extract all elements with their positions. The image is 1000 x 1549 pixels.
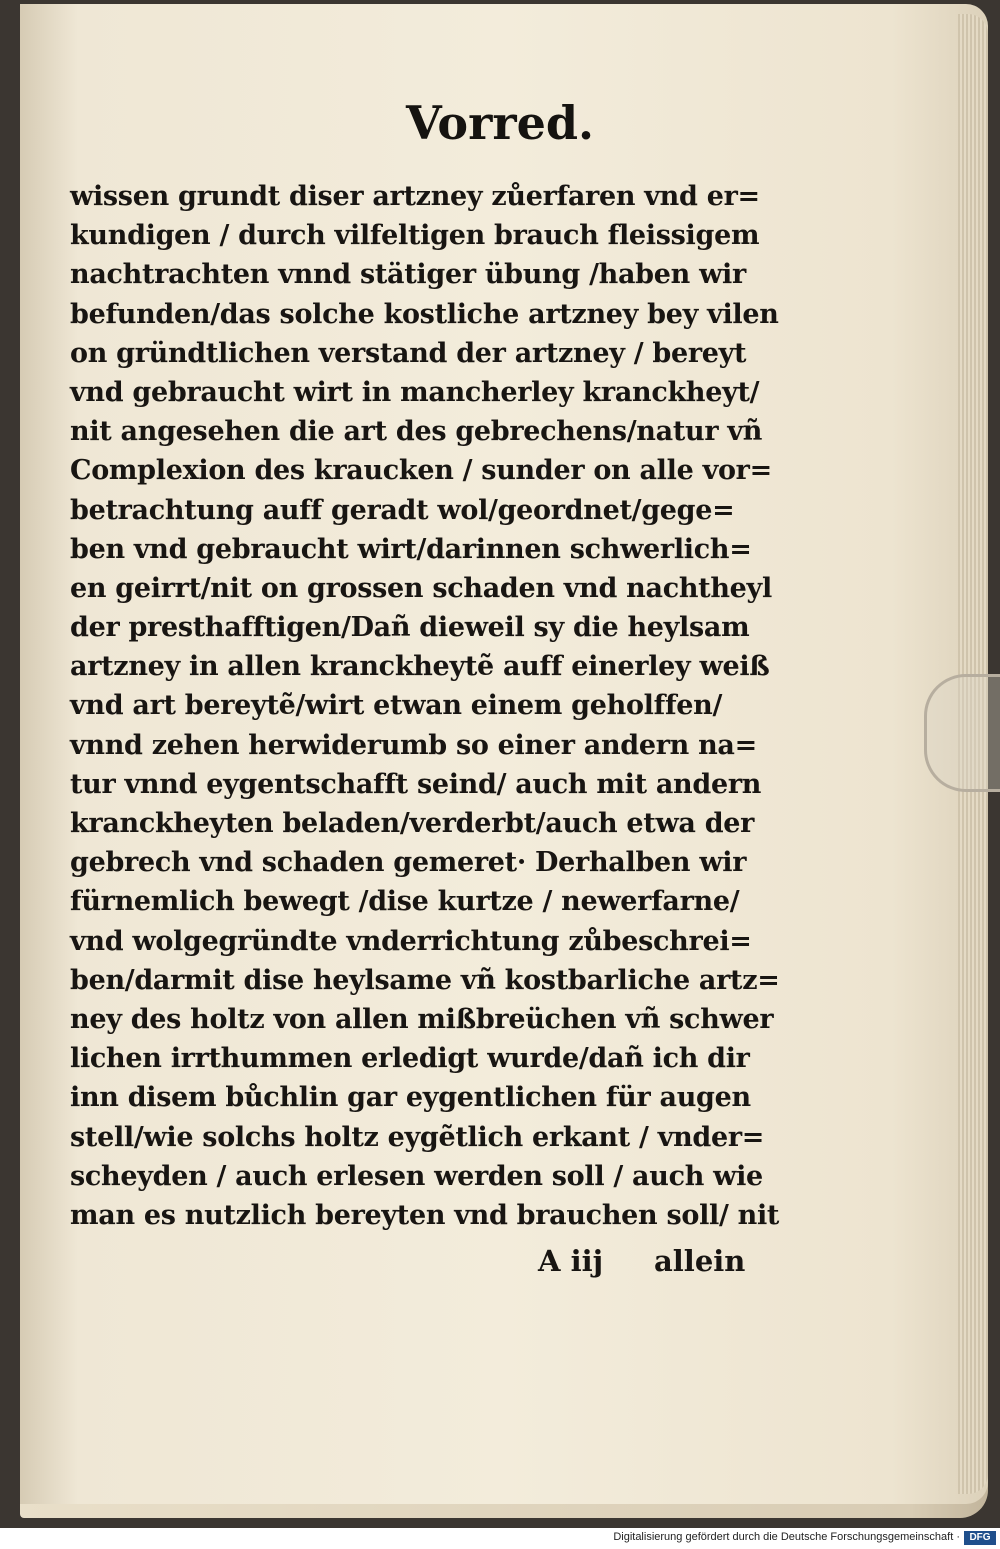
text-line: vnd art bereytẽ/wirt etwan einem geholffen/ bbox=[70, 690, 723, 722]
text-line: Complexion des kraucken / sunder on alle vor= bbox=[70, 455, 772, 487]
dfg-logo-icon: DFG bbox=[964, 1531, 996, 1545]
text-line: befunden/das solche kostliche artzney bey vilen bbox=[70, 298, 779, 330]
text-line: wissen grundt diser artzney zůerfaren vnd er= bbox=[70, 181, 760, 212]
text-line: betrachtung auff geradt wol/geordnet/gege= bbox=[70, 494, 735, 526]
text-line: vnd gebraucht wirt in mancherley kranckheyt/ bbox=[70, 376, 760, 408]
text-line: vnd wolgegründte vnderrichtung zůbeschrei= bbox=[70, 925, 752, 957]
page-clip bbox=[924, 674, 1000, 792]
text-line: en geirrt/nit on grossen schaden vnd nachtheyl bbox=[70, 572, 772, 604]
text-line: tur vnnd eygentschafft seind/ auch mit andern bbox=[70, 768, 762, 800]
text-line: lichen irrthummen erledigt wurde/dañ ich dir bbox=[70, 1043, 750, 1075]
text-line: nit angesehen die art des gebrechens/natur vñ bbox=[70, 416, 763, 448]
text-line: ben vnd gebraucht wirt/darinnen schwerlich= bbox=[70, 533, 752, 565]
text-line: inn disem bůchlin gar eygentlichen für augen bbox=[70, 1082, 751, 1114]
signature-mark: A iij bbox=[538, 1244, 604, 1278]
text-line: gebrech vnd schaden gemeret· Derhalben wir bbox=[70, 847, 747, 879]
running-head: Vorred. bbox=[405, 96, 595, 150]
text-line: fürnemlich bewegt /dise kurtze / newerfarne/ bbox=[70, 886, 740, 918]
text-line: kranckheyten beladen/verderbt/auch etwa der bbox=[70, 808, 755, 839]
text-line: nachtrachten vnnd stätiger übung /haben wir bbox=[70, 259, 746, 291]
text-line: on gründtlichen verstand der artzney / bereyt bbox=[70, 337, 747, 369]
footer-bar bbox=[0, 1528, 1000, 1549]
funding-notice: Digitalisierung gefördert durch die Deutsche Forschungsgemeinschaft · bbox=[613, 1531, 960, 1543]
text-line: ney des holtz von allen mißbreüchen vñ schwer bbox=[70, 1003, 774, 1035]
text-line: kundigen / durch vilfeltigen brauch fleissigem bbox=[70, 220, 760, 252]
body-text bbox=[70, 177, 780, 1235]
text-line: ben/darmit dise heylsame vñ kostbarliche artz= bbox=[70, 964, 780, 996]
text-line: scheyden / auch erlesen werden soll / auch wie bbox=[70, 1160, 763, 1192]
text-line: der presthafftigen/Dañ dieweil sy die heylsam bbox=[70, 612, 750, 644]
text-line: vnnd zehen herwiderumb so einer andern na= bbox=[70, 729, 757, 761]
text-line: stell/wie solchs holtz eygẽtlich erkant / vnder= bbox=[70, 1121, 765, 1153]
catchword: allein bbox=[654, 1244, 746, 1278]
text-line: artzney in allen kranckheytẽ auff einerley weiß bbox=[70, 651, 770, 683]
text-line: man es nutzlich bereyten vnd brauchen soll/ nit bbox=[70, 1199, 780, 1231]
